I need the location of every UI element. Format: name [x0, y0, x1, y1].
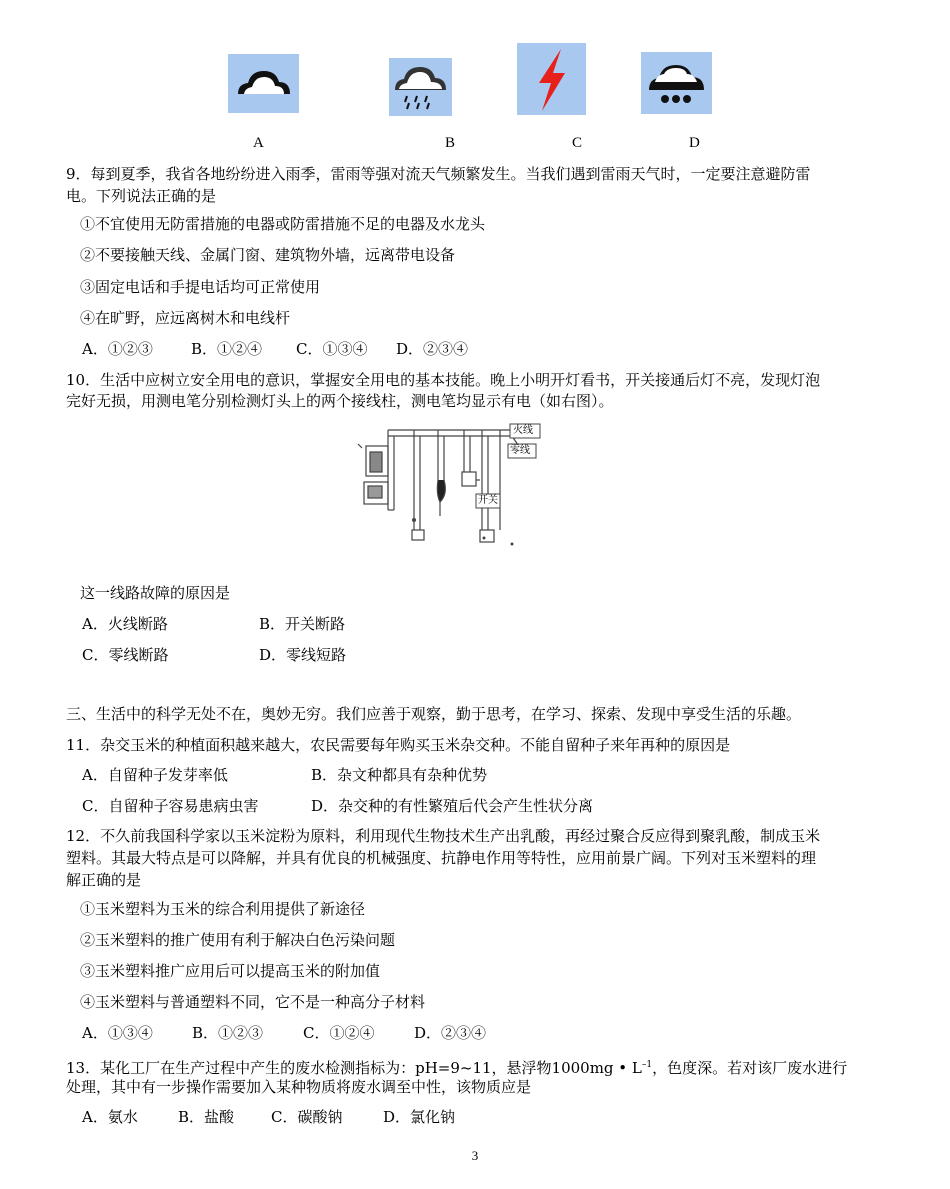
q13-option-d: D．氯化钠 — [383, 1108, 456, 1126]
q11-stem: 11．杂交玉米的种植面积越来越大，农民需要每年购买玉米杂交种。不能自留种子来年再种的原因是 — [66, 736, 731, 754]
q9-option-b: B．①②④ — [191, 340, 263, 358]
q10-option-b: B．开关断路 — [259, 615, 346, 633]
q13-stem-part1: 13．某化工厂在生产过程中产生的废水检测指标为：pH=9~11，悬浮物1000mg • L — [66, 1059, 642, 1077]
q9-option-a: A．①②③ — [82, 340, 153, 358]
q9-option-d: D．②③④ — [396, 340, 469, 358]
q13-stem-superscript: –1 — [641, 1060, 653, 1070]
q13-option-b: B．盐酸 — [178, 1108, 235, 1126]
q13-stem-line1 — [66, 1055, 847, 1078]
q11-option-a: A．自留种子发芽率低 — [82, 766, 228, 784]
q9-item-4: ④在旷野，应远离树木和电线杆 — [80, 309, 291, 327]
rain-cloud-icon — [389, 58, 452, 116]
q13-stem-part2: ，色度深。若对该厂废水进行 — [652, 1059, 848, 1077]
q12-stem-line2: 塑料。其最大特点是可以降解，并具有优良的机械强度、抗静电作用等特性，应用前景广阔。下列对玉米塑料的理 — [66, 849, 817, 867]
q11-option-d: D．杂交种的有性繁殖后代会产生性状分离 — [311, 797, 594, 815]
q12-option-c: C．①②④ — [303, 1024, 375, 1042]
q9-item-3: ③固定电话和手提电话均可正常使用 — [80, 278, 321, 296]
option-letter-d: D — [689, 135, 700, 151]
q9-item-1: ①不宜使用无防雷措施的电器或防雷措施不足的电器及水龙头 — [80, 215, 486, 233]
neutral-wire-label: 零线 — [510, 445, 530, 456]
snow-cloud-icon — [641, 52, 712, 114]
q12-item-4: ④玉米塑料与普通塑料不同，它不是一种高分子材料 — [80, 993, 426, 1011]
q10-option-c: C．零线断路 — [82, 646, 169, 664]
q9-item-2: ②不要接触天线、金属门窗、建筑物外墙，远离带电设备 — [80, 246, 456, 264]
q12-item-2: ②玉米塑料的推广使用有利于解决白色污染问题 — [80, 931, 396, 949]
page-number: 3 — [471, 1148, 479, 1163]
q10-option-a: A．火线断路 — [82, 615, 168, 633]
q13-stem-line2: 处理，其中有一步操作需要加入某种物质将废水调至中性，该物质应是 — [66, 1078, 532, 1096]
q11-option-b: B．杂文种都具有杂种优势 — [311, 766, 488, 784]
section-3-heading: 三、生活中的科学无处不在，奥妙无穷。我们应善于观察，勤于思考，在学习、探索、发现中享受生活的乐趣。 — [66, 705, 802, 723]
cloud-icon — [228, 54, 299, 113]
q10-question: 这一线路故障的原因是 — [80, 584, 231, 602]
q11-option-c: C．自留种子容易患病虫害 — [82, 797, 259, 815]
q12-item-1: ①玉米塑料为玉米的综合利用提供了新途径 — [80, 900, 366, 918]
q13-option-a: A．氨水 — [82, 1108, 138, 1126]
q12-stem-line3: 解正确的是 — [66, 871, 142, 889]
switch-label: 开关 — [478, 495, 498, 506]
q9-stem-line2: 电。下列说法正确的是 — [66, 187, 217, 205]
q10-option-d: D．零线短路 — [259, 646, 347, 664]
q12-stem-line1: 12．不久前我国科学家以玉米淀粉为原料，利用现代生物技术生产出乳酸，再经过聚合反应得到聚乳酸，制成玉米 — [66, 827, 821, 845]
q12-option-a: A．①③④ — [82, 1024, 153, 1042]
option-letter-a: A — [253, 135, 264, 151]
option-letter-c: C — [572, 135, 583, 151]
circuit-diagram — [352, 420, 560, 552]
q12-option-b: B．①②③ — [192, 1024, 264, 1042]
q10-stem-line1: 10．生活中应树立安全用电的意识，掌握安全用电的基本技能。晚上小明开灯看书，开关接通后灯不亮，发现灯泡 — [66, 371, 821, 389]
q12-item-3: ③玉米塑料推广应用后可以提高玉米的附加值 — [80, 962, 381, 980]
q9-stem-line1: 9．每到夏季，我省各地纷纷进入雨季，雷雨等强对流天气频繁发生。当我们遇到雷雨天气时，一定要注意避防雷 — [66, 165, 811, 183]
lightning-icon — [517, 43, 586, 115]
q12-option-d: D．②③④ — [414, 1024, 487, 1042]
option-letter-b: B — [445, 135, 456, 151]
q13-option-c: C．碳酸钠 — [271, 1108, 343, 1126]
q10-stem-line2: 完好无损，用测电笔分别检测灯头上的两个接线柱，测电笔均显示有电（如右图）。 — [66, 392, 614, 410]
live-wire-label: 火线 — [513, 425, 533, 436]
q9-option-c: C．①③④ — [296, 340, 368, 358]
